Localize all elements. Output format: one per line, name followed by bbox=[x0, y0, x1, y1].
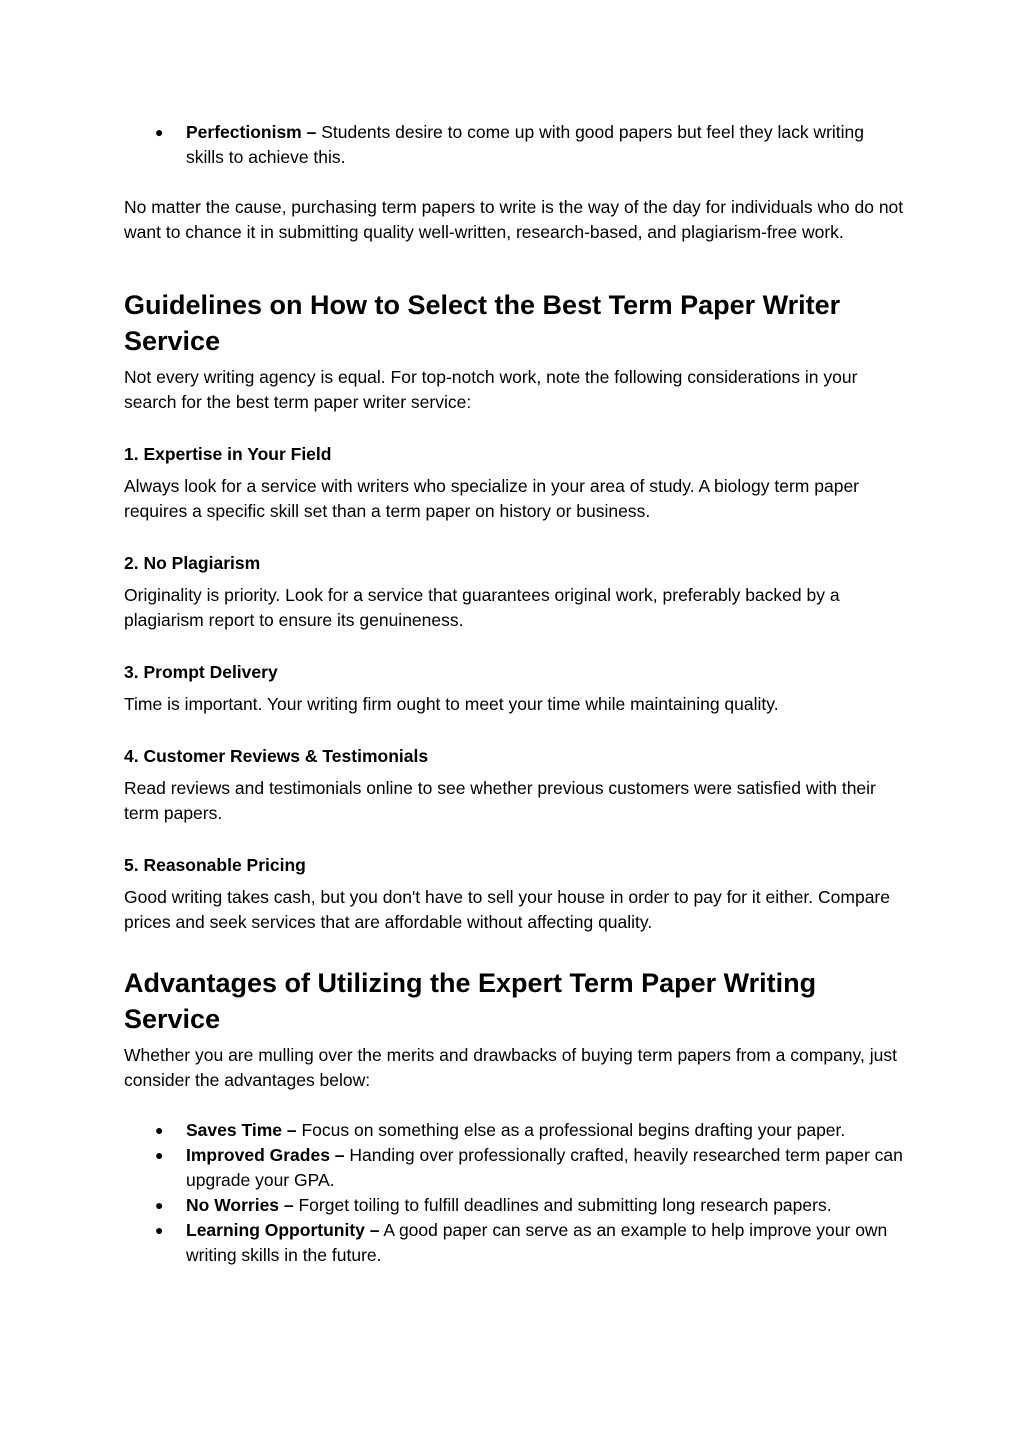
list-item bbox=[124, 120, 904, 170]
guideline-title: 1. Expertise in Your Field bbox=[124, 444, 332, 464]
list-item-text: Focus on something else as a professional begins drafting your paper. bbox=[296, 1120, 846, 1140]
advantages-bullet-list bbox=[124, 1118, 904, 1268]
list-item-text: Handing over professionally crafted, heavily researched term paper can upgrade your GPA. bbox=[186, 1145, 903, 1190]
guideline-title: 5. Reasonable Pricing bbox=[124, 855, 306, 875]
list-item bbox=[124, 1193, 904, 1218]
guideline-item bbox=[124, 744, 904, 826]
bullet-icon: ● bbox=[155, 124, 164, 140]
intro-paragraph: No matter the cause, purchasing term papers to write is the way of the day for individuals who do not want to chance it in submitting quality well-written, research-based, and plagiarism-free work. bbox=[124, 197, 904, 242]
bullet-icon: ● bbox=[155, 1197, 164, 1213]
list-item-term: Perfectionism – bbox=[186, 122, 317, 142]
guideline-item bbox=[124, 442, 904, 524]
guideline-text: Good writing takes cash, but you don't have to sell your house in order to pay for it either. Compare prices and seek services that are affordable without affecting quality. bbox=[124, 887, 890, 932]
advantages-heading: Advantages of Utilizing the Expert Term Paper Writing Service bbox=[124, 968, 817, 1034]
intro-bullet-list bbox=[124, 120, 904, 170]
advantages-intro: Whether you are mulling over the merits and drawbacks of buying term papers from a company, just consider the advantages below: bbox=[124, 1045, 897, 1090]
list-item-text: Forget toiling to fulfill deadlines and submitting long research papers. bbox=[293, 1195, 832, 1215]
list-item bbox=[124, 1218, 904, 1268]
list-item-term: Learning Opportunity – bbox=[186, 1220, 380, 1240]
guideline-title: 4. Customer Reviews & Testimonials bbox=[124, 746, 429, 766]
list-item-text: Students desire to come up with good papers but feel they lack writing skills to achieve this. bbox=[186, 122, 864, 167]
guideline-item bbox=[124, 551, 904, 633]
list-item bbox=[124, 1143, 904, 1193]
guideline-text: Always look for a service with writers who specialize in your area of study. A biology term paper requires a specific skill set than a term paper on history or business. bbox=[124, 476, 859, 521]
list-item-text: A good paper can serve as an example to help improve your own writing skills in the future. bbox=[186, 1220, 888, 1265]
list-item-term: No Worries – bbox=[186, 1195, 294, 1215]
guideline-title: 3. Prompt Delivery bbox=[124, 662, 278, 682]
list-item-term: Saves Time – bbox=[186, 1120, 297, 1140]
guidelines-intro: Not every writing agency is equal. For top-notch work, note the following considerations in your search for the best term paper writer service: bbox=[124, 367, 858, 412]
list-item bbox=[124, 1118, 904, 1143]
guideline-item bbox=[124, 660, 904, 717]
guideline-text: Time is important. Your writing firm ought to meet your time while maintaining quality. bbox=[124, 694, 779, 714]
bullet-icon: ● bbox=[155, 1122, 164, 1138]
guideline-item bbox=[124, 853, 904, 935]
guidelines-heading: Guidelines on How to Select the Best Term Paper Writer Service bbox=[124, 290, 841, 356]
bullet-icon: ● bbox=[155, 1147, 164, 1163]
list-item-term: Improved Grades – bbox=[186, 1145, 345, 1165]
guideline-text: Read reviews and testimonials online to see whether previous customers were satisfied with their term papers. bbox=[124, 778, 876, 823]
document-page bbox=[124, 120, 904, 1268]
guideline-text: Originality is priority. Look for a service that guarantees original work, preferably backed by a plagiarism report to ensure its genuineness. bbox=[124, 585, 840, 630]
bullet-icon: ● bbox=[155, 1222, 164, 1238]
guideline-title: 2. No Plagiarism bbox=[124, 553, 261, 573]
